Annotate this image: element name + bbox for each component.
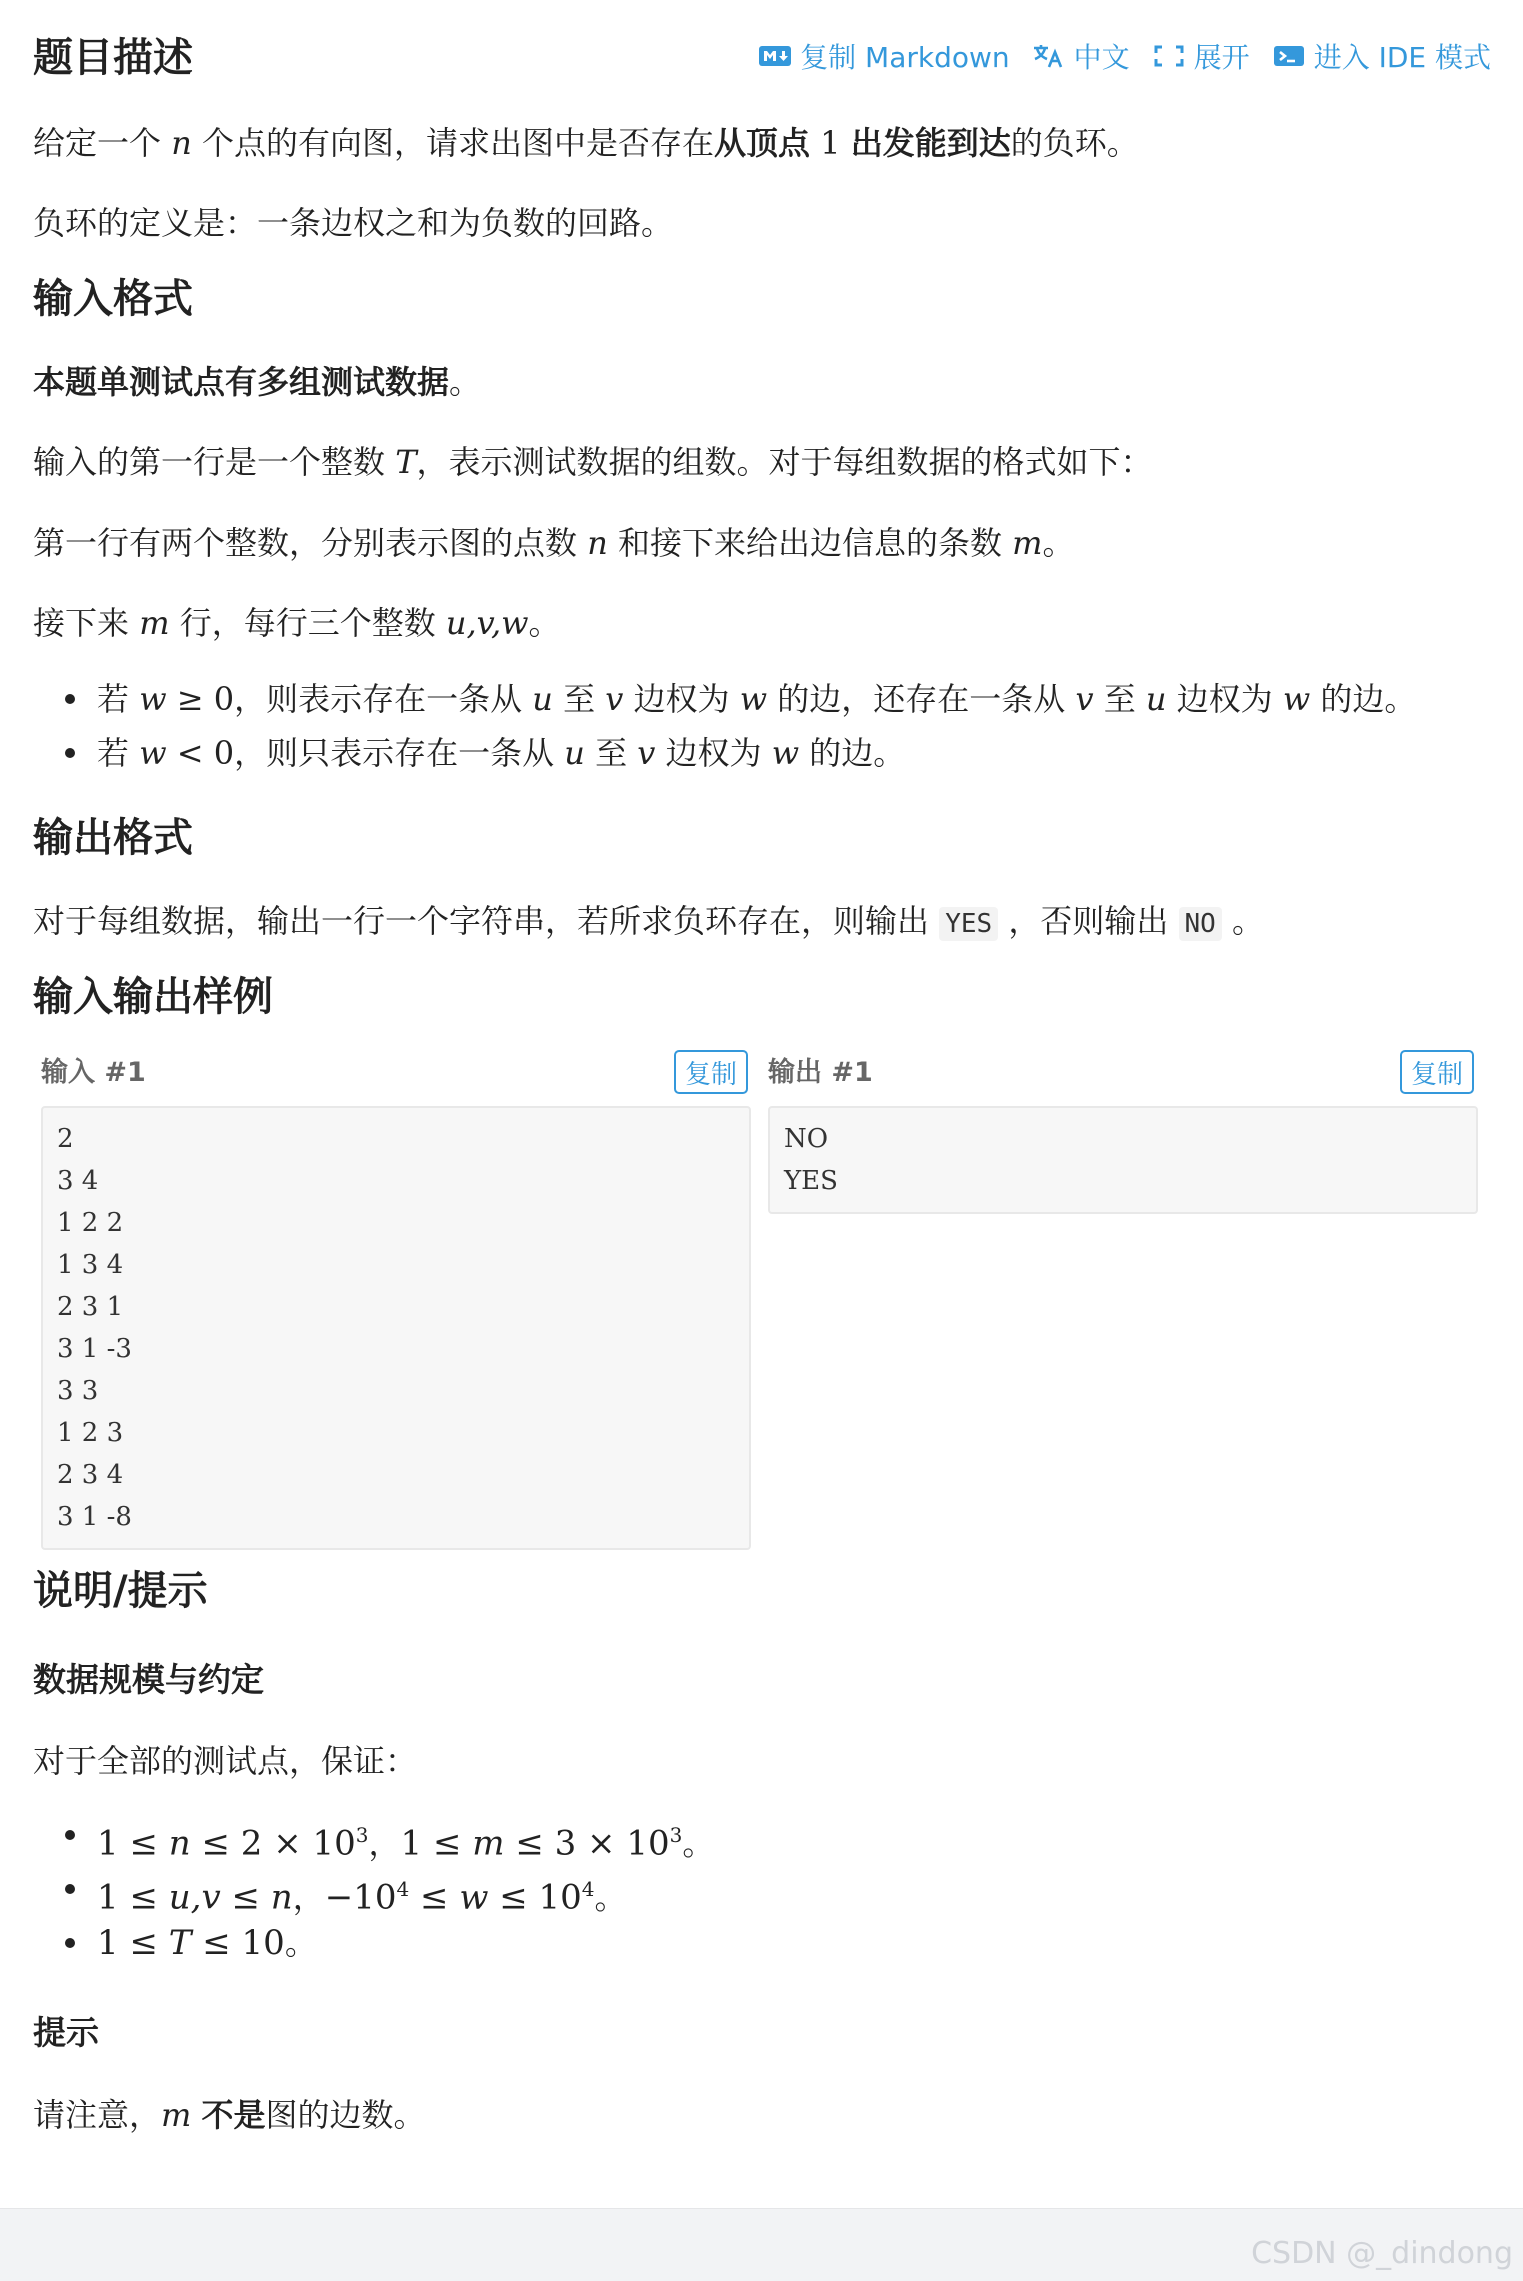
constraints-heading: 数据规模与约定 bbox=[33, 1660, 264, 1699]
text: 请注意， bbox=[33, 2096, 162, 2134]
sample-line: 2 3 1 bbox=[57, 1292, 124, 1322]
math-uv: u,v bbox=[168, 1877, 221, 1918]
hint-heading: 说明/提示 bbox=[33, 1568, 208, 1614]
code-yes: YES bbox=[939, 907, 998, 941]
math-w: w bbox=[739, 680, 768, 718]
text: ， bbox=[368, 1824, 401, 1863]
math-text: 1 ≤ bbox=[97, 1823, 169, 1864]
math-u: u bbox=[1145, 680, 1167, 718]
math-m: m bbox=[161, 2096, 192, 2134]
text: 。 bbox=[528, 604, 561, 642]
math-text: ≤ bbox=[409, 1877, 460, 1918]
text: 的负环。 bbox=[1010, 124, 1139, 162]
math-text: ≤ 10 bbox=[191, 1923, 285, 1963]
math-n: n bbox=[587, 524, 608, 562]
math-w: w bbox=[459, 1877, 489, 1918]
text: 第一行有两个整数，分别表示图的点数 bbox=[33, 524, 578, 562]
text: 。 bbox=[449, 363, 482, 401]
sample-line: 1 3 4 bbox=[57, 1250, 124, 1280]
text: 接下来 bbox=[33, 604, 130, 642]
sample-line: 3 1 -3 bbox=[57, 1334, 132, 1364]
sample-line: 3 1 -8 bbox=[57, 1502, 132, 1532]
sample-line: 2 bbox=[57, 1124, 74, 1154]
list-item bbox=[97, 726, 1416, 780]
bold-text: 从顶点 bbox=[713, 124, 810, 162]
markdown-icon bbox=[758, 43, 792, 69]
text: 至 bbox=[1103, 680, 1136, 718]
description-heading: 题目描述 bbox=[33, 35, 193, 81]
list-item bbox=[97, 1862, 714, 1916]
csdn-watermark: CSDN @_dindong bbox=[1251, 2236, 1513, 2271]
language-button[interactable] bbox=[1032, 36, 1130, 76]
text: 行，每行三个整数 bbox=[179, 604, 436, 642]
math-text: 1 ≤ bbox=[400, 1823, 473, 1864]
math-op: < 0 bbox=[176, 734, 235, 772]
text: 。 bbox=[1042, 524, 1075, 562]
guarantee-text: 对于全部的测试点，保证： bbox=[33, 1742, 418, 1780]
math-text: 1 ≤ bbox=[97, 1877, 169, 1918]
math-m: m bbox=[472, 1823, 505, 1864]
expand-icon bbox=[1152, 43, 1186, 69]
tips-heading: 提示 bbox=[33, 2013, 99, 2052]
text: ，表示测试数据的组数。对于每组数据的格式如下： bbox=[416, 443, 1153, 481]
text: 至 bbox=[563, 680, 596, 718]
copy-markdown-label: 复制 Markdown bbox=[800, 41, 1010, 74]
copy-markdown-button[interactable] bbox=[758, 36, 1010, 76]
text: 的边。 bbox=[809, 734, 906, 772]
ide-mode-button[interactable] bbox=[1272, 36, 1491, 76]
text: ，否则输出 bbox=[1008, 902, 1169, 940]
sample-line: 3 4 bbox=[57, 1166, 99, 1196]
math-w: w bbox=[139, 734, 167, 772]
multi-testcase-note bbox=[33, 357, 481, 403]
text: 。 bbox=[682, 1824, 715, 1863]
text: 边权为 bbox=[1176, 680, 1273, 718]
tips-note bbox=[33, 2090, 426, 2136]
list-item bbox=[97, 1916, 714, 1970]
text: 边权为 bbox=[665, 734, 762, 772]
math-T: T bbox=[395, 443, 417, 481]
math-v: v bbox=[637, 734, 656, 772]
bold-text: 不是 bbox=[201, 2096, 266, 2134]
samples-heading: 输入输出样例 bbox=[33, 974, 273, 1020]
ide-mode-label: 进入 IDE 模式 bbox=[1313, 41, 1491, 74]
math-uvw: u,v,w bbox=[445, 604, 529, 642]
math-m: m bbox=[139, 604, 170, 642]
text: 输入的第一行是一个整数 bbox=[33, 443, 386, 481]
math-n: n bbox=[168, 1823, 191, 1864]
text: 至 bbox=[595, 734, 628, 772]
sample-output-label: 输出 #1 bbox=[768, 1057, 873, 1088]
sample-line: 1 2 3 bbox=[57, 1418, 124, 1448]
text: 。 bbox=[594, 1878, 627, 1917]
math-text: ≤ 3 × 10 bbox=[504, 1823, 670, 1864]
sample-line: 2 3 4 bbox=[57, 1460, 124, 1490]
code-no: NO bbox=[1179, 907, 1222, 941]
text: 的边。 bbox=[1320, 680, 1417, 718]
copy-output-button[interactable]: 复制 bbox=[1400, 1050, 1474, 1094]
math-u: u bbox=[564, 734, 585, 772]
math-text: ≤ bbox=[220, 1877, 271, 1918]
text: 边权为 bbox=[633, 680, 730, 718]
text: 图的边数。 bbox=[265, 2096, 426, 2134]
text: ，则表示存在一条从 bbox=[234, 680, 523, 718]
text: 和接下来给出边信息的条数 bbox=[617, 524, 1002, 562]
math-m: m bbox=[1012, 524, 1043, 562]
output-format-heading: 输出格式 bbox=[33, 815, 193, 861]
math-text: ≤ 2 × 10 bbox=[190, 1823, 356, 1864]
text: 对于每组数据，输出一行一个字符串，若所求负环存在，则输出 bbox=[33, 902, 930, 940]
text: 若 bbox=[97, 680, 130, 718]
math-exponent: 4 bbox=[396, 1877, 410, 1901]
sample-line: NO bbox=[784, 1124, 829, 1154]
expand-label: 展开 bbox=[1193, 41, 1250, 74]
math-v: v bbox=[605, 680, 624, 718]
sample-line: 1 2 2 bbox=[57, 1208, 124, 1238]
math-one: 1 bbox=[820, 124, 841, 162]
list-item bbox=[97, 672, 1416, 726]
text: 。 bbox=[284, 1924, 317, 1962]
translate-icon bbox=[1032, 43, 1066, 69]
math-op: ≥ 0 bbox=[176, 680, 235, 718]
description-paragraph-2: 负环的定义是：一条边权之和为负数的回路。 bbox=[33, 204, 674, 242]
math-n: n bbox=[171, 124, 192, 162]
sample-input-label: 输入 #1 bbox=[41, 1057, 146, 1088]
math-T: T bbox=[168, 1923, 192, 1963]
math-u: u bbox=[532, 680, 553, 718]
language-label: 中文 bbox=[1073, 41, 1130, 74]
copy-input-button[interactable]: 复制 bbox=[674, 1050, 748, 1094]
math-exponent: 4 bbox=[581, 1877, 595, 1901]
text: 。 bbox=[1232, 902, 1265, 940]
expand-button[interactable] bbox=[1152, 36, 1250, 76]
sample-line: 3 3 bbox=[57, 1376, 99, 1406]
sample-input-box[interactable] bbox=[41, 1106, 751, 1550]
math-n: n bbox=[270, 1877, 293, 1918]
sample-line: YES bbox=[784, 1166, 838, 1196]
bold-text: 出发能到达 bbox=[850, 124, 1011, 162]
math-text: 1 ≤ bbox=[97, 1923, 169, 1963]
input-line-2 bbox=[33, 518, 1075, 564]
problem-toolbar bbox=[758, 36, 1491, 76]
math-v: v bbox=[1075, 680, 1094, 718]
math-w: w bbox=[771, 734, 800, 772]
output-format-paragraph bbox=[33, 896, 1264, 942]
constraints-list bbox=[33, 1808, 714, 1970]
math-w: w bbox=[139, 680, 167, 718]
math-text: −10 bbox=[324, 1877, 397, 1918]
math-exponent: 3 bbox=[669, 1823, 683, 1847]
terminal-icon bbox=[1272, 43, 1306, 69]
input-line-3 bbox=[33, 598, 561, 644]
text: 若 bbox=[97, 734, 130, 772]
math-exponent: 3 bbox=[355, 1823, 369, 1847]
sample-output-box[interactable] bbox=[768, 1106, 1478, 1214]
list-item bbox=[97, 1808, 714, 1862]
edge-rule-list bbox=[33, 672, 1416, 780]
text: 的边，还存在一条从 bbox=[777, 680, 1066, 718]
input-format-heading: 输入格式 bbox=[33, 276, 193, 322]
text: 个点的有向图，请求出图中是否存在 bbox=[201, 124, 714, 162]
math-w: w bbox=[1282, 680, 1311, 718]
math-text: ≤ 10 bbox=[488, 1877, 582, 1918]
input-line-1 bbox=[33, 437, 1153, 483]
text: ， bbox=[292, 1878, 325, 1917]
text: 给定一个 bbox=[33, 124, 162, 162]
bold-text: 本题单测试点有多组测试数据 bbox=[33, 363, 450, 401]
text: ，则只表示存在一条从 bbox=[234, 734, 555, 772]
description-paragraph-1 bbox=[33, 118, 1139, 164]
